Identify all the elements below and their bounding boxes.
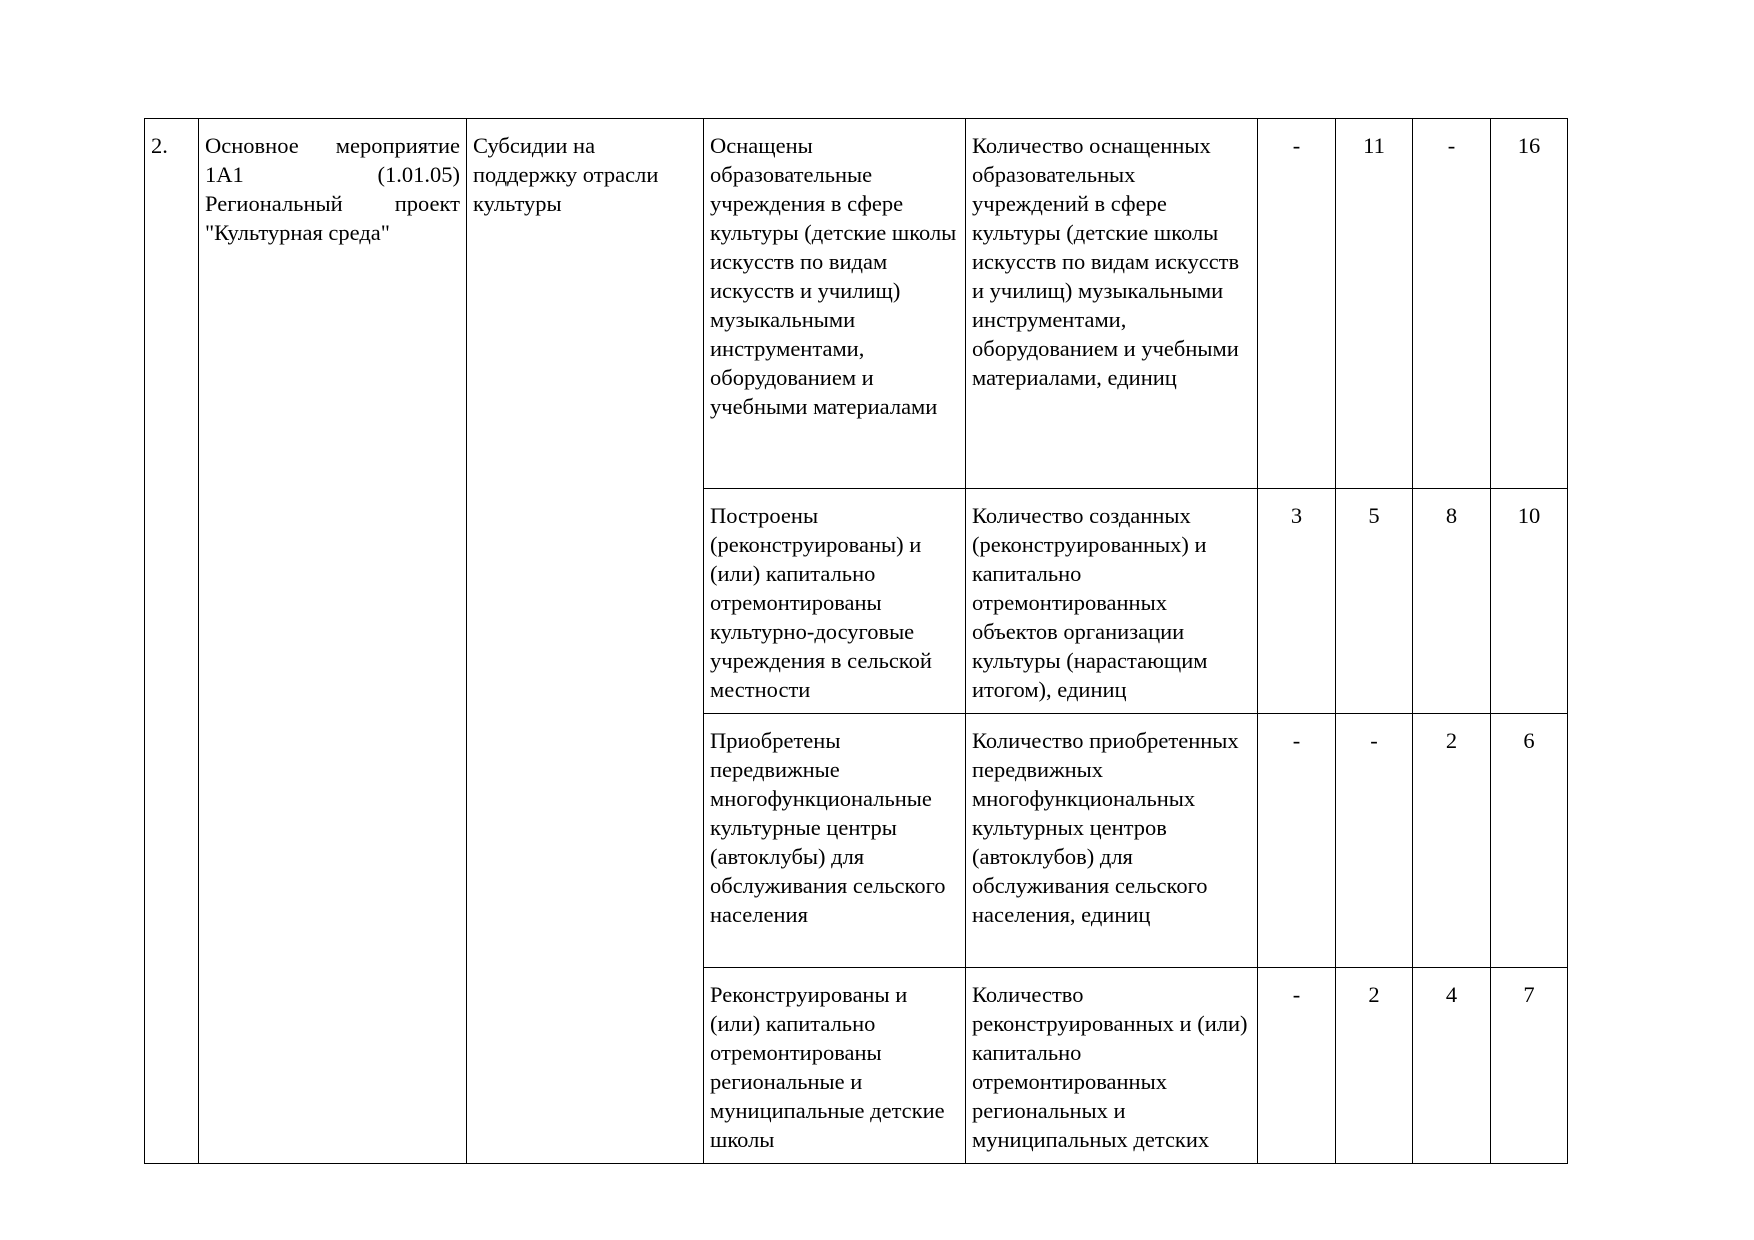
event-line: 1А1 (1.01.05) [205, 162, 460, 187]
indicator-cell: Количество реконструированных и (или) капитально отремонтированных региональных и муниципальных детских [966, 968, 1258, 1164]
row-number: 2. [151, 133, 168, 158]
row-number-cell [145, 119, 199, 1164]
result-cell: Оснащены образовательные учреждения в сфере культуры (детские школы искусств по видам искусств и училищ) музыкальными инструментами, оборудованием и учебными материалами [704, 119, 966, 489]
value-cell: - [1413, 119, 1491, 489]
value-cell: 4 [1413, 968, 1491, 1164]
value-cell: 2 [1336, 968, 1413, 1164]
table-row [145, 119, 1568, 489]
funding-cell [467, 119, 704, 1164]
value-cell: - [1336, 714, 1413, 968]
value-cell: 8 [1413, 489, 1491, 714]
result-cell: Построены (реконструированы) и (или) капитально отремонтированы культурно-досуговые учреждения в сельской местности [704, 489, 966, 714]
value-cell: 11 [1336, 119, 1413, 489]
value-cell: 16 [1491, 119, 1568, 489]
value-cell: 10 [1491, 489, 1568, 714]
result-cell: Реконструированы и (или) капитально отремонтированы региональные и муниципальные детские школы [704, 968, 966, 1164]
indicator-cell: Количество оснащенных образовательных учреждений в сфере культуры (детские школы искусств по видам искусств и училищ) музыкальными инструментами, оборудованием и учебными материалами, единиц [966, 119, 1258, 489]
value-cell: 7 [1491, 968, 1568, 1164]
result-cell: Приобретены передвижные многофункциональные культурные центры (автоклубы) для обслуживания сельского населения [704, 714, 966, 968]
value-cell: 6 [1491, 714, 1568, 968]
indicator-cell: Количество созданных (реконструированных) и капитально отремонтированных объектов организации культуры (нарастающим итогом), единиц [966, 489, 1258, 714]
value-cell: - [1258, 119, 1336, 489]
event-line: Региональный проект [205, 191, 460, 216]
program-table [144, 118, 1568, 1164]
event-cell [199, 119, 467, 1164]
event-line: "Культурная среда" [205, 220, 390, 245]
indicator-cell: Количество приобретенных передвижных многофункциональных культурных центров (автоклубов) для обслуживания сельского населения, единиц [966, 714, 1258, 968]
value-cell: - [1258, 714, 1336, 968]
event-line: Основное мероприятие [205, 133, 460, 158]
value-cell: 3 [1258, 489, 1336, 714]
value-cell: 2 [1413, 714, 1491, 968]
value-cell: - [1258, 968, 1336, 1164]
funding-text: Субсидии на поддержку отрасли культуры [473, 133, 659, 216]
value-cell: 5 [1336, 489, 1413, 714]
